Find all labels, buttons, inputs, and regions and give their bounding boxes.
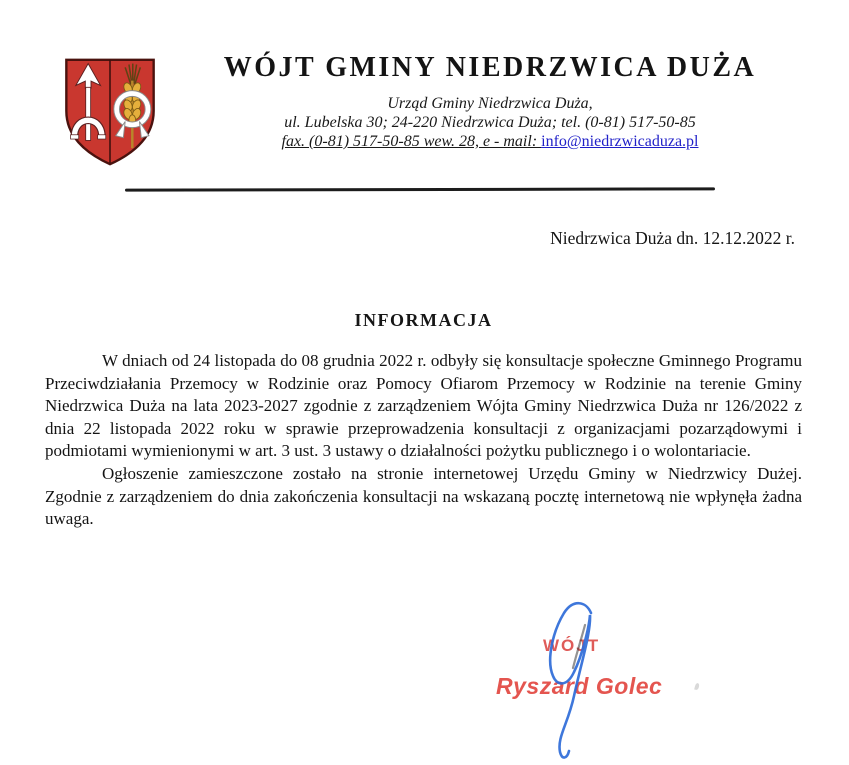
place-and-date: Niedrzwica Duża dn. 12.12.2022 r. [550,228,795,248]
document-heading: INFORMACJA [354,310,493,330]
paragraph: W dniach od 24 listopada do 08 grudnia 2022 r. odbyły się konsultacje społeczne Gminnego Programu Przeciwdziałania Przemocy w Rodzinie oraz Pomocy Ofiarom Przemocy w Rodzinie na terenie Gminy Niedrzwica Duża na lata 2023-2027 zgodnie z zarządzeniem Wójta Gminy Niedrzwica Duża nr 126/2022 z dnia 22 listopada 2022 roku w sprawie przeprowadzenia konsultacji z organizacjami pozarządowymi i podmiotami wymienionymi w art. 3 ust. 3 ustawy o działalności pożytku publicznego i o wolontariacie. [45,351,802,461]
letterhead [182,52,798,151]
letterhead-address-line: ul. Lubelska 30; 24-220 Niedrzwica Duża; tel. (0-81) 517-50-85 [284,114,696,131]
signature-stamp-title: WÓJT [543,636,601,655]
letterhead-title: WÓJT GMINY NIEDRZWICA DUŻA [223,52,757,83]
email-link[interactable]: info@niedrzwicaduza.pl [541,133,699,150]
document-body [45,350,802,531]
paragraph: Ogłoszenie zamieszczone zostało na stronie internetowej Urzędu Gminy w Niedrzwicy Dużej. Zgodnie z zarządzeniem do dnia zakończenia konsultacji na wskazaną pocztę internetową nie wpłynęła żadna uwaga. [45,463,802,529]
fax-line-text: fax. (0-81) 517-50-85 wew. 28, e - mail: [281,133,542,150]
coat-of-arms-icon [62,56,158,168]
letterhead-org-line: Urząd Gminy Niedrzwica Duża, [387,95,593,112]
letterhead-fax-line [182,132,798,151]
header-divider-line [125,187,715,191]
handwritten-signature [520,595,640,765]
scan-artifact-mark [694,683,700,691]
signature-stamp-name: Ryszard Golec [496,673,663,699]
